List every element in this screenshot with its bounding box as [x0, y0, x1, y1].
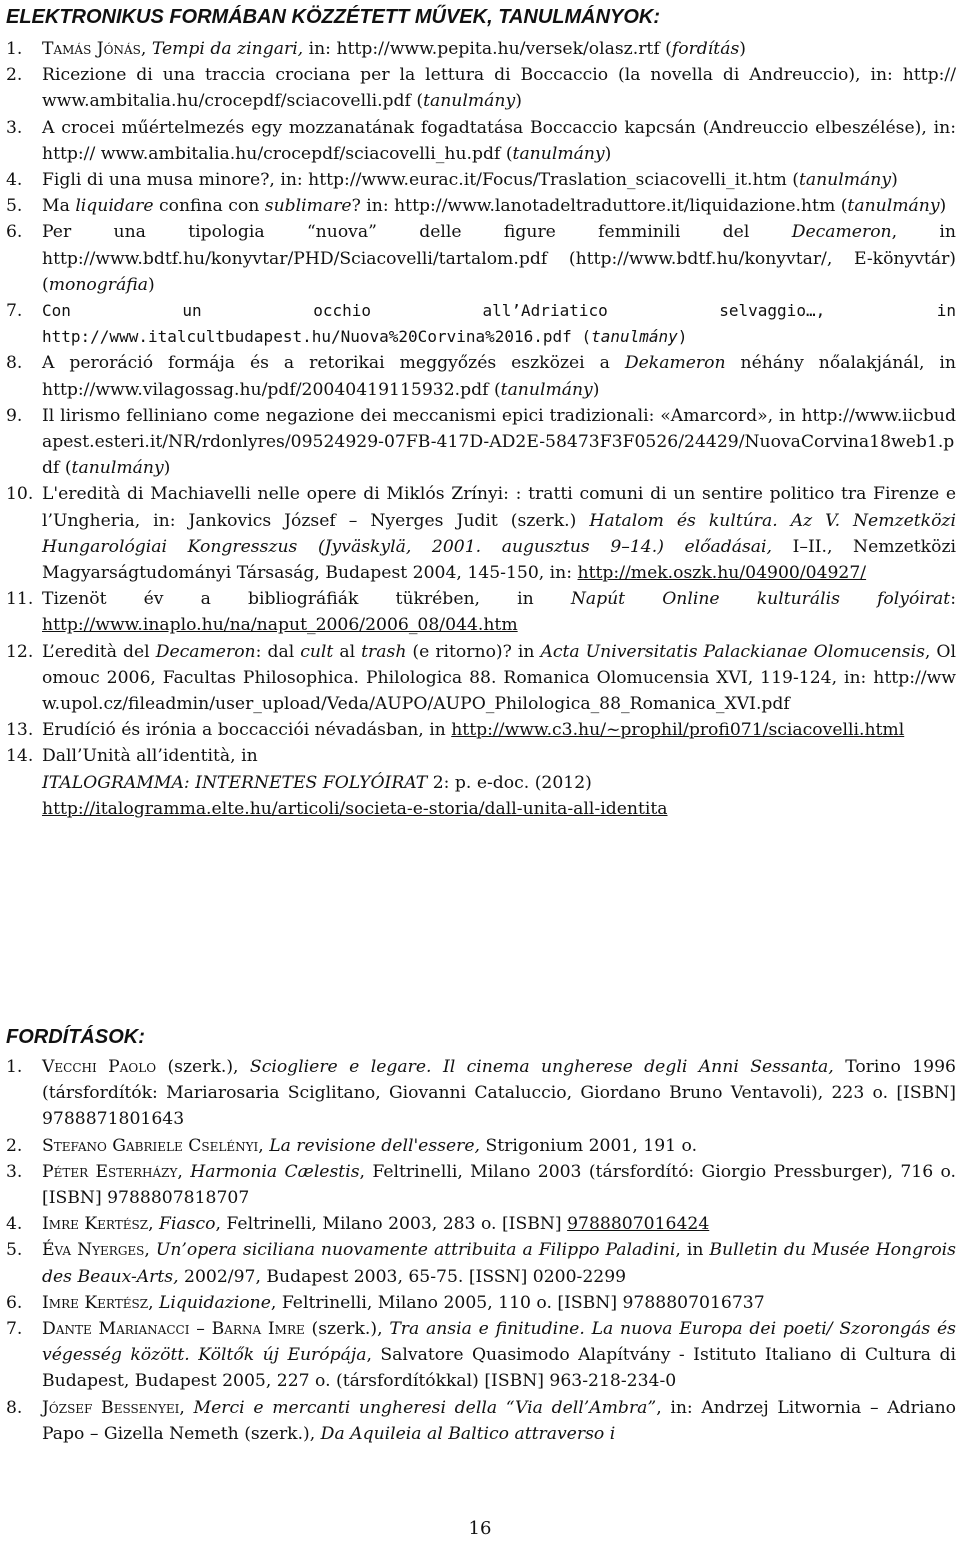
type-label: monográfia [48, 274, 148, 295]
publications-heading: ELEKTRONIKUS FORMÁBAN KÖZZÉTETT MŰVEK, TANULMÁNYOK: [6, 6, 661, 28]
page-number: 16 [468, 1518, 492, 1539]
item-text: , Feltrinelli, Milano 2005, 110 o. [ISBN] 9788807016737 [270, 1292, 765, 1313]
list-item: 6. Imre Kertész, Liquidazione, Feltrinelli, Milano 2005, 110 o. [ISBN] 9788807016737 [0, 1290, 960, 1316]
list-item: 5. Ma liquidare confina con sublimare? in: http://www.lanotadeltraduttore.it/liquidazione.htm (tanulmány) [0, 193, 960, 219]
item-number: 2. [6, 65, 23, 86]
item-text: Con un occhio all’Adriatico selvaggio…, in http://www.italcultbudapest.hu/Nuova%20Corvina%2016.pdf ( [42, 301, 956, 347]
author: Vecchi Paolo [42, 1057, 157, 1077]
translations-heading: FORDÍTÁSOK: [6, 1026, 145, 1048]
list-item: 14. Dall’Unità all’identità, in ITALOGRAMMA: INTERNETES FOLYÓIRAT 2: p. e-doc. (2012) http://italogramma.elte.hu/articoli/societa-e-storia/dall-unita-all-identita [0, 743, 960, 822]
item-link[interactable]: http://italogramma.elte.hu/articoli/societa-e-storia/dall-unita-all-identita [42, 798, 668, 819]
type-label: tanulmány [423, 91, 516, 112]
item-link[interactable]: http://mek.oszk.hu/04900/04927/ [577, 563, 867, 584]
list-item: 3. Péter Esterházy, Harmonia Cælestis, Feltrinelli, Milano 2003 (társfordító: Giorgio Pressburger), 716 o. [ISBN] 9788807818707 [0, 1159, 960, 1211]
list-item: 1. Tamás Jónás, Tempi da zingari, in: http://www.pepita.hu/versek/olasz.rtf (fordítás) [0, 36, 960, 62]
item-text: Erudíció és irónia a boccacciói névadásban, in [42, 720, 452, 741]
item-number: 6. [6, 1292, 23, 1313]
item-text: , Olomouc 2006, Facultas Philosophica. Philologica 88. Romanica Olomucensia XVI, 119-124, in: http://www.upol.cz/fileadmin/user_upload/Veda/AUPO/AUPO_Philologica_88_Romanica_XVI.pdf [42, 641, 956, 715]
item-text: , Feltrinelli, Milano 2003 (társfordító: Giorgio Pressburger), 716 o. [ISBN] 9788807818707 [42, 1161, 956, 1209]
list-item: 12. L’eredità del Decameron: dal cult al trash (e ritorno)? in Acta Universitatis Palackianae Olomucensis, Olomouc 2006, Facultas Philosophica. Philologica 88. Romanica Olomucensia XVI, 119-124, in: http://www.upol.cz/fileadmin/user_upload/Veda/AUPO/AUPO_Philologica_88_Romanica_XVI.pdf [0, 639, 960, 718]
list-item [0, 717, 960, 743]
item-number: 11. [6, 589, 34, 610]
author: Imre Kertész, [42, 1292, 154, 1313]
list-item: 4. Imre Kertész, Fiasco, Feltrinelli, Milano 2003, 283 o. [ISBN] 9788807016424 [0, 1211, 960, 1237]
list-item: 9. Il lirismo felliniano come negazione dei meccanismi epici tradizionali: «Amarcord», in http://www.iicbudapest.esteri.it/NR/rdonlyres/09524929-07FB-417D-AD2E-58473F3F0526/24429/NuovaCorvina18web1.pdf (tanulmány) [0, 403, 960, 482]
author: Imre Kertész, [42, 1214, 154, 1235]
list-item: 5. Éva Nyerges, Un’opera siciliana nuovamente attribuita a Filippo Paladini, in Bulletin du Musée Hongrois des Beaux-Arts, 2002/97, Budapest 2003, 65-75. [ISSN] 0200-2299 [0, 1237, 960, 1289]
item-text: Figli di una musa minore?, in: http://www.eurac.it/Focus/Traslation_sciacovelli_it.htm ( [42, 170, 799, 191]
item-text: , Feltrinelli, Milano 2003, 283 o. [ISBN] [215, 1214, 568, 1235]
item-link[interactable]: http://www.c3.hu/~prophil/profi071/sciacovelli.html [451, 720, 905, 741]
item-number: 8. [6, 353, 23, 374]
item-text: Il lirismo felliniano come negazione dei meccanismi epici tradizionali: «Amarcord», in http://www.iicbudapest.esteri.it/NR/rdonlyres/09524929-07FB-417D-AD2E-58473F3F0526/24429/NuovaCorvina18web1.pdf ( [42, 405, 956, 479]
item-number: 1. [6, 1057, 23, 1077]
list-item: 1. Vecchi Paolo (szerk.), Sciogliere e legare. Il cinema ungherese degli Anni Sessanta, Torino 1996 (társfordítók: Mariarosaria Sciglitano, Giovanni Cataluccio, Giordano Bruno Ventavoli), 223 o. [ISBN] 9788871801643 [0, 1054, 960, 1133]
item-text: , in http://www.bdtf.hu/konyvtar/PHD/Sciacovelli/tartalom.pdf (http://www.bdtf.hu/konyvtar/, E-könyvtár) ( [42, 222, 956, 295]
author: Éva Nyerges, [42, 1240, 150, 1261]
item-number: 10. [6, 484, 34, 505]
item-text: néhány nőalakjánál, in http://www.vilagossag.hu/pdf/20040419115932.pdf ( [42, 353, 956, 400]
type-label: tanulmány [512, 143, 605, 164]
author: Dante Marianacci [42, 1319, 190, 1340]
item-number: 8. [6, 1397, 23, 1418]
item-number: 5. [6, 196, 23, 217]
item-text: Strigonium 2001, 191 o. [480, 1135, 698, 1156]
item-text: I–II., Nemzetközi Magyarságtudományi Társaság, Budapest 2004, 145-150, in: [42, 536, 956, 584]
list-item: 2. Ricezione di una traccia crociana per la lettura di Boccaccio (la novella di Andreuccio), in: http:// www.ambitalia.hu/crocepdf/sciacovelli.pdf (tanulmány) [0, 62, 960, 114]
item-text: Dall’Unità all’identità, in [42, 746, 258, 767]
isbn-link[interactable]: 9788807016424 [567, 1214, 710, 1235]
list-item: 8. József Bessenyei, Merci e mercanti ungheresi della “Via dell’Ambra”, in: Andrzej Litwornia – Adriano Papo – Gizella Nemeth (szerk.), Da Aquileia al Baltico attraverso i [0, 1395, 960, 1447]
item-number: 9. [6, 405, 23, 426]
list-item: 6. Per una tipologia “nuova” delle figure femminili del Decameron, in http://www.bdtf.hu/konyvtar/PHD/Sciacovelli/tartalom.pdf (http://www.bdtf.hu/konyvtar/, E-könyvtár) (monográfia) [0, 219, 960, 298]
item-text: Torino 1996 (társfordítók: Mariarosaria Sciglitano, Giovanni Cataluccio, Giordano Bruno Ventavoli), 223 o. [ISBN] 9788871801643 [42, 1057, 956, 1130]
item-number: 6. [6, 222, 23, 243]
list-item: 2. Stefano Gabriele Cselényi, La revisione dell'essere, Strigonium 2001, 191 o. [0, 1133, 960, 1159]
item-number: 4. [6, 1214, 23, 1235]
title: Tempi da zingari, [151, 39, 304, 59]
item-number: 14. [6, 746, 34, 767]
author: Tamás Jónás, [42, 39, 147, 59]
type-label: tanulmány [591, 327, 678, 347]
translations-list [0, 1054, 960, 1447]
item-text: , in: Andrzej Litwornia – Adriano Papo – Gizella Nemeth (szerk.), [42, 1397, 957, 1444]
list-item: 3. A crocei műértelmezés egy mozzanatának fogadtatása Boccaccio kapcsán (Andreuccio elbeszélése), in: http:// www.ambitalia.hu/crocepdf/sciacovelli_hu.pdf (tanulmány) [0, 115, 960, 167]
author: József Bessenyei, [42, 1397, 185, 1418]
item-number: 7. [6, 1319, 23, 1340]
publications-list [0, 36, 960, 822]
type-label: tanulmány [71, 458, 164, 479]
list-item: 7. Con un occhio all’Adriatico selvaggio…, in http://www.italcultbudapest.hu/Nuova%20Corvina%2016.pdf (tanulmány) [0, 298, 960, 350]
item-text: 2002/97, Budapest 2003, 65-75. [ISSN] 0200-2299 [178, 1266, 627, 1287]
type-label: tanulmány [847, 196, 940, 217]
author: Barna Imre [211, 1319, 305, 1340]
item-number: 2. [6, 1135, 23, 1156]
list-item: 7. Dante Marianacci – Barna Imre (szerk.), Tra ansia e finitudine. La nuova Europa dei poeti/ Szorongás és végesség között. Költők új Európája, Salvatore Quasimodo Alapítvány - Istituto Italiano di Cultura di Budapest, Budapest 2005, 227 o. (társfordítókkal) [ISBN] 963-218-234-0 [0, 1316, 960, 1395]
item-number: 7. [6, 301, 23, 322]
list-item: 8. A peroráció formája és a retorikai meggyőzés eszközei a Dekameron néhány nőalakjánál, in http://www.vilagossag.hu/pdf/20040419115932.pdf (tanulmány) [0, 350, 960, 402]
item-text: , Salvatore Quasimodo Alapítvány - Istituto Italiano di Cultura di Budapest, Budapest 2005, 227 o. (társfordítókkal) [ISBN] 963-218-234-0 [42, 1345, 956, 1392]
item-number: 13. [6, 720, 34, 741]
item-number: 3. [6, 117, 23, 138]
item-text: Ricezione di una traccia crociana per la lettura di Boccaccio (la novella di Andreuccio), in: http:// www.ambitalia.hu/crocepdf/sciacovelli.pdf ( [42, 65, 956, 112]
type-label: tanulmány [500, 379, 593, 400]
item-text: in: http://www.pepita.hu/versek/olasz.rtf ( [303, 39, 672, 59]
type-label: tanulmány [798, 170, 892, 191]
item-number: 12. [6, 641, 34, 662]
list-item: 4. Figli di una musa minore?, in: http://www.eurac.it/Focus/Traslation_sciacovelli_it.htm (tanulmány) [0, 167, 960, 193]
list-item: 11. Tizenöt év a bibliográfiák tükrében, in Napút Online kulturális folyóirat: http://www.inaplo.hu/na/naput_2006/2006_08/044.htm [0, 586, 960, 638]
item-number: 3. [6, 1161, 23, 1182]
item-number: 1. [6, 39, 23, 59]
type-label: fordítás [671, 39, 740, 59]
item-text: A crocei műértelmezés egy mozzanatának fogadtatása Boccaccio kapcsán (Andreuccio elbeszélése), in: http:// www.ambitalia.hu/crocepdf/sciacovelli_hu.pdf ( [42, 117, 956, 164]
item-text: ? in: http://www.lanotadeltraduttore.it/liquidazione.htm ( [351, 196, 848, 217]
item-number: 4. [6, 170, 23, 191]
list-item: 10. L'eredità di Machiavelli nelle opere di Miklós Zrínyi: : tratti comuni di un sentire politico tra Firenze e l’Ungheria, in: Jankovics József – Nyerges Judit (szerk.) Hatalom és kultúra. Az V. Nemzetközi Hungarológiai Kongresszus (Jyväskylä, 2001. augusztus 9–14.) előadásai, I–II., Nemzetközi Magyarságtudományi Társaság, Budapest 2004, 145-150, in: http://mek.oszk.hu/04900/04927/ [0, 481, 960, 586]
author: Péter Esterházy, [42, 1161, 183, 1182]
item-link[interactable]: http://www.inaplo.hu/na/naput_2006/2006_08/044.htm [42, 615, 518, 636]
author: Stefano Gabriele Cselényi, [42, 1135, 264, 1156]
item-number: 5. [6, 1240, 23, 1261]
